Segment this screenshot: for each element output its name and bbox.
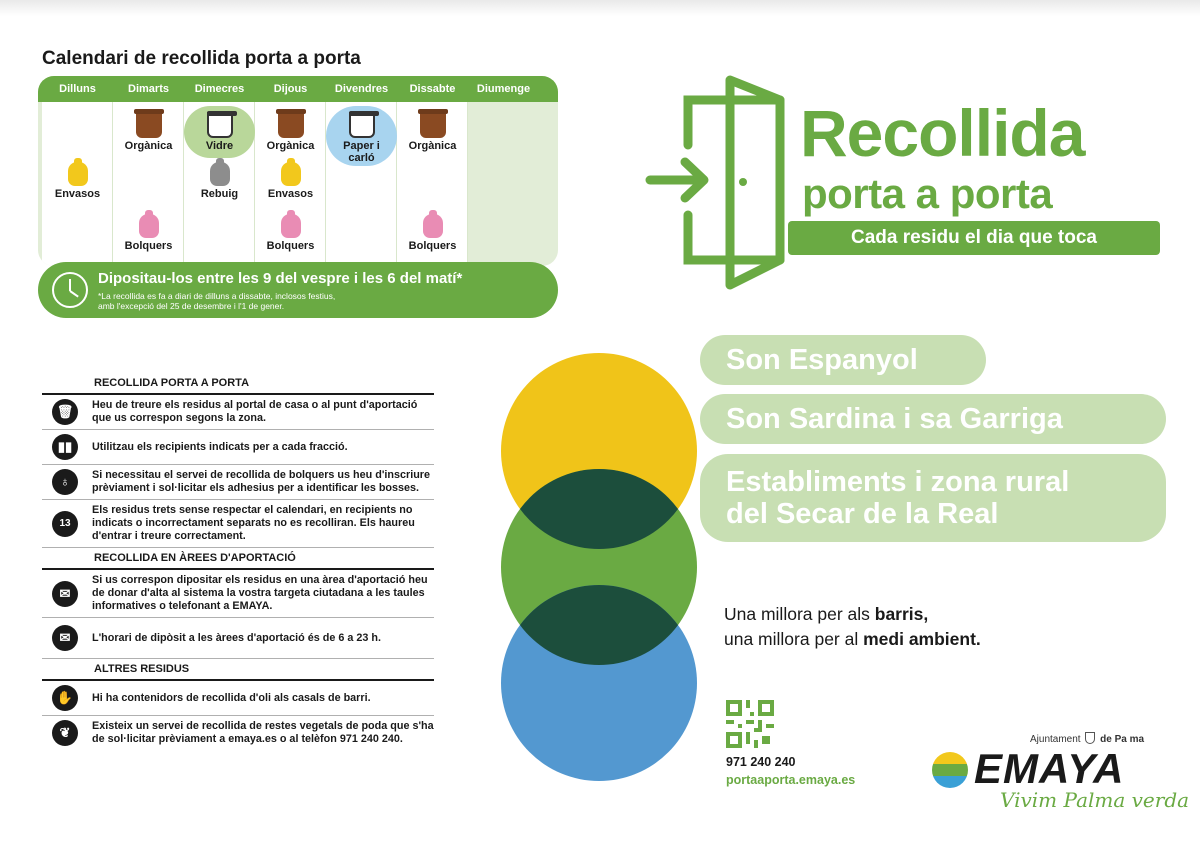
calendar-body xyxy=(42,102,539,266)
section-heading: RECOLLIDA PORTA A PORTA xyxy=(42,373,434,395)
area-line2: del Secar de la Real xyxy=(726,498,999,530)
emaya-slogan: Vivim Palma verda xyxy=(1000,788,1190,812)
info-text: Els residus trets sense respectar el calendari, en recipients no indicats o incorrectament separats no es recolliran. Els haureu d'entrar i treure correctament. xyxy=(92,504,415,542)
paper-label: Paper i carló xyxy=(343,140,380,164)
organica-label: Orgànica xyxy=(408,140,457,152)
bolquers-label: Bolquers xyxy=(266,240,315,252)
section-heading: RECOLLIDA EN ÀREES D'APORTACIÓ xyxy=(42,548,434,570)
info-row xyxy=(42,570,434,618)
clock-icon xyxy=(52,272,88,308)
calendar-header xyxy=(38,76,558,102)
brown-bin-icon xyxy=(420,112,446,138)
slot-envasos xyxy=(255,162,326,200)
trash-icon: 🗑 xyxy=(52,399,78,425)
column-thursday xyxy=(255,102,326,266)
bolquers-label: Bolquers xyxy=(408,240,457,252)
deposit-hours: Dipositau-los entre les 9 del vespre i les 6 del matí* xyxy=(98,270,463,287)
bag-icon: ♁ xyxy=(52,469,78,495)
day-thursday: Dijous xyxy=(273,83,308,95)
area-line1: Establiments i zona rural xyxy=(726,466,1070,498)
leaf-icon: ❦ xyxy=(52,720,78,746)
day-monday: Dilluns xyxy=(59,83,96,95)
pink-bag-icon xyxy=(423,214,443,238)
brown-bin-icon xyxy=(278,112,304,138)
white-bin-icon xyxy=(349,112,375,138)
info-text: Si us correspon dipositar els residus en una àrea d'aportació heu de donar d'alta al sistema la vostra targeta ciutadana a les taules informatives o telefonant a EMAYA. xyxy=(92,574,428,612)
phone-number[interactable]: 971 240 240 xyxy=(726,755,796,769)
envasos-label: Envasos xyxy=(267,188,314,200)
slogan-bold: barris, xyxy=(874,604,929,624)
slot-bolquers xyxy=(255,214,326,252)
brand-tagline: Cada residu el dia que toca xyxy=(788,221,1160,255)
area-son-sardina: Son Sardina i sa Garriga xyxy=(700,394,1166,444)
slogan-text: Una millora per als xyxy=(724,604,875,624)
column-tuesday xyxy=(113,102,184,266)
slot-rebuig xyxy=(184,162,255,200)
info-text: L'horari de dipòsit a les àrees d'aportació és de 6 a 23 h. xyxy=(92,631,381,644)
organica-label: Orgànica xyxy=(124,140,173,152)
slot-organica xyxy=(397,112,468,152)
organica-label: Orgànica xyxy=(266,140,315,152)
info-row xyxy=(42,430,434,465)
info-row xyxy=(42,395,434,430)
slogan xyxy=(724,602,981,652)
vidre-label: Vidre xyxy=(205,140,234,152)
slogan-text: una millora per al xyxy=(724,629,864,649)
day-friday: Divendres xyxy=(334,83,389,95)
slot-vidre xyxy=(184,112,255,152)
slot-bolquers xyxy=(113,214,184,252)
deposit-banner xyxy=(38,262,558,318)
calendar-title: Calendari de recollida porta a porta xyxy=(42,48,361,69)
column-saturday xyxy=(397,102,468,266)
brown-bin-icon xyxy=(136,112,162,138)
column-wednesday xyxy=(184,102,255,266)
oil-hand-icon: ✋ xyxy=(52,685,78,711)
yellow-bag-icon xyxy=(281,162,301,186)
column-monday xyxy=(42,102,113,266)
pink-bag-icon xyxy=(281,214,301,238)
grey-bag-icon xyxy=(210,162,230,186)
day-tuesday: Dimarts xyxy=(128,83,169,95)
card-icon: ✉ xyxy=(52,625,78,651)
containers-icon: ▮▮ xyxy=(52,434,78,460)
column-sunday xyxy=(468,102,539,266)
envasos-label: Envasos xyxy=(54,188,101,200)
info-row xyxy=(42,465,434,500)
deposit-note-line1: *La recollida es fa a diari de dilluns a dissabte, inclosos festius, xyxy=(98,291,336,301)
info-text: Si necessitau el servei de recollida de bolquers us heu d'inscriure prèviament i sol·licitar els adhesius per a identificar les bosses. xyxy=(92,469,430,494)
day-sunday: Diumenge xyxy=(476,83,531,95)
info-text: Existeix un servei de recollida de restes vegetals de poda que s'ha de sol·licitar prèviament a emaya.es o al telèfon 971 240 240. xyxy=(92,720,434,745)
qr-code[interactable] xyxy=(726,700,774,748)
brand-title: Recollida xyxy=(800,96,1085,170)
area-son-espanyol: Son Espanyol xyxy=(700,335,986,385)
info-text: Utilitzau els recipients indicats per a cada fracció. xyxy=(92,440,348,453)
slogan-bold: medi ambient. xyxy=(863,629,981,649)
emaya-wordmark: EMAYA xyxy=(974,745,1125,792)
bolquers-label: Bolquers xyxy=(124,240,173,252)
brand-subtitle: porta a porta xyxy=(802,170,1053,217)
section-heading: ALTRES RESIDUS xyxy=(42,659,434,681)
white-bin-icon xyxy=(207,112,233,138)
pink-bag-icon xyxy=(139,214,159,238)
column-friday xyxy=(326,102,397,266)
slot-organica xyxy=(255,112,326,152)
info-row xyxy=(42,618,434,659)
slot-bolquers xyxy=(397,214,468,252)
palma-label: de Pa ma xyxy=(1100,734,1145,745)
deposit-note-line2: amb l'excepció del 25 de desembre i l'1 de gener. xyxy=(98,301,285,311)
deposit-note xyxy=(98,291,335,311)
slot-envasos xyxy=(42,162,113,200)
calendar-icon: 13 xyxy=(52,511,78,537)
info-row xyxy=(42,681,434,716)
ajuntament-label: Ajuntament xyxy=(1030,734,1081,745)
day-wednesday: Dimecres xyxy=(194,83,245,95)
top-band xyxy=(0,0,1200,16)
website-link[interactable]: portaaporta.emaya.es xyxy=(726,773,856,787)
yellow-bag-icon xyxy=(68,162,88,186)
info-text: Hi ha contenidors de recollida d'oli als casals de barri. xyxy=(92,691,371,704)
day-saturday: Dissabte xyxy=(409,83,456,95)
area-secar-de-la-real xyxy=(700,454,1166,542)
ajuntament-logo xyxy=(1030,732,1144,745)
circles-graphic xyxy=(500,352,700,782)
info-list xyxy=(42,373,434,750)
crest-icon xyxy=(1085,732,1095,744)
info-row xyxy=(42,716,434,750)
slot-paper xyxy=(326,112,397,164)
emaya-logo-icon xyxy=(932,752,968,788)
door-icon xyxy=(640,70,790,295)
calendar xyxy=(38,76,558,266)
slot-organica xyxy=(113,112,184,152)
info-text: Heu de treure els residus al portal de casa o al punt d'aportació que us correspon segons la zona. xyxy=(92,399,418,424)
card-icon: ✉ xyxy=(52,581,78,607)
rebuig-label: Rebuig xyxy=(200,188,239,200)
info-row xyxy=(42,500,434,548)
